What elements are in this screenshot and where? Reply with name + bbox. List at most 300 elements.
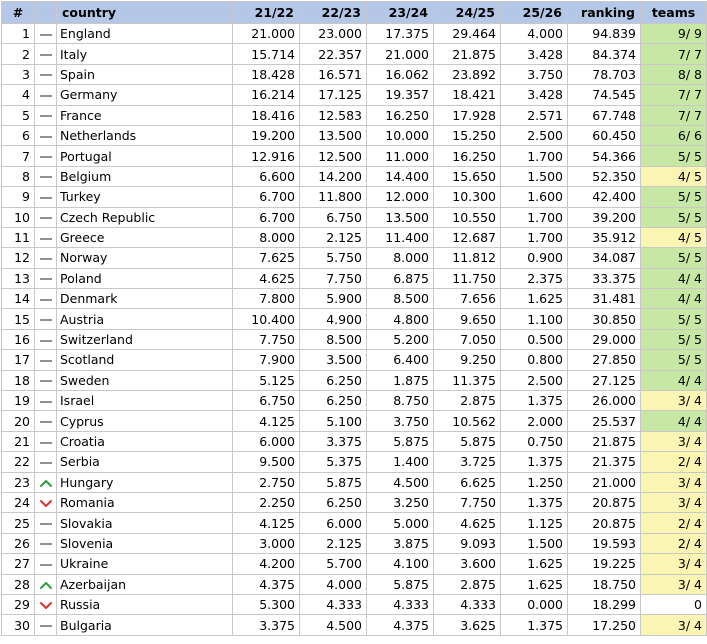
season-score-cell: 10.300: [434, 187, 501, 207]
rank-cell: 30: [2, 615, 35, 635]
trend-flat-icon: [40, 278, 52, 280]
season-score-cell: 12.500: [300, 146, 367, 166]
country-cell: Switzerland: [57, 329, 233, 349]
season-score-cell: 9.093: [434, 533, 501, 553]
country-cell: Hungary: [57, 472, 233, 492]
country-cell: Netherlands: [57, 125, 233, 145]
season-score-cell: 5.125: [233, 370, 300, 390]
season-score-cell: 7.050: [434, 329, 501, 349]
season-score-cell: 4.625: [233, 268, 300, 288]
season-score-cell: 6.000: [233, 431, 300, 451]
season-score-cell: 3.000: [233, 533, 300, 553]
ranking-cell: 29.000: [568, 329, 641, 349]
header-country[interactable]: country: [57, 2, 233, 24]
season-score-cell: 6.750: [233, 391, 300, 411]
trend-cell: [35, 391, 57, 411]
trend-flat-icon: [40, 95, 52, 97]
table-row[interactable]: [2, 289, 707, 309]
table-row[interactable]: [2, 187, 707, 207]
trend-down-icon: [39, 499, 53, 509]
table-row[interactable]: [2, 268, 707, 288]
table-row[interactable]: [2, 146, 707, 166]
teams-cell: 5/ 5: [641, 207, 707, 227]
season-score-cell: 11.375: [434, 370, 501, 390]
country-cell: Scotland: [57, 350, 233, 370]
season-score-cell: 1.400: [367, 452, 434, 472]
table-row[interactable]: [2, 472, 707, 492]
trend-flat-icon: [40, 625, 52, 627]
ranking-cell: 94.839: [568, 24, 641, 44]
season-score-cell: 6.250: [300, 492, 367, 512]
season-score-cell: 1.625: [501, 554, 568, 574]
season-score-cell: 0.750: [501, 431, 568, 451]
table-row[interactable]: [2, 309, 707, 329]
trend-cell: [35, 268, 57, 288]
season-score-cell: 1.600: [501, 187, 568, 207]
teams-cell: 5/ 5: [641, 146, 707, 166]
season-score-cell: 5.375: [300, 452, 367, 472]
teams-cell: 2/ 4: [641, 452, 707, 472]
trend-cell: [35, 207, 57, 227]
header-teams[interactable]: teams: [641, 2, 707, 24]
country-cell: Romania: [57, 492, 233, 512]
ranking-cell: 78.703: [568, 64, 641, 84]
trend-flat-icon: [40, 74, 52, 76]
season-score-cell: 14.400: [367, 166, 434, 186]
season-score-cell: 21.000: [367, 44, 434, 64]
rank-cell: 16: [2, 329, 35, 349]
teams-cell: 4/ 4: [641, 411, 707, 431]
ranking-cell: 30.850: [568, 309, 641, 329]
trend-cell: [35, 125, 57, 145]
country-cell: England: [57, 24, 233, 44]
teams-cell: 2/ 4: [641, 533, 707, 553]
header-season-21-22[interactable]: 21/22: [233, 2, 300, 24]
trend-cell: [35, 187, 57, 207]
trend-up-icon: [39, 580, 53, 590]
teams-cell: 4/ 5: [641, 227, 707, 247]
trend-cell: [35, 329, 57, 349]
trend-flat-icon: [40, 136, 52, 138]
teams-cell: 3/ 4: [641, 431, 707, 451]
table-row[interactable]: [2, 85, 707, 105]
table-row[interactable]: [2, 248, 707, 268]
ranking-cell: 74.545: [568, 85, 641, 105]
season-score-cell: 16.062: [367, 64, 434, 84]
trend-flat-icon: [40, 115, 52, 117]
table-row[interactable]: [2, 166, 707, 186]
country-cell: Italy: [57, 44, 233, 64]
season-score-cell: 1.100: [501, 309, 568, 329]
rank-cell: 29: [2, 594, 35, 614]
season-score-cell: 3.375: [233, 615, 300, 635]
rank-cell: 25: [2, 513, 35, 533]
country-cell: France: [57, 105, 233, 125]
table-row[interactable]: [2, 227, 707, 247]
season-score-cell: 1.700: [501, 146, 568, 166]
season-score-cell: 21.875: [434, 44, 501, 64]
ranking-table: [1, 1, 707, 636]
rank-cell: 18: [2, 370, 35, 390]
season-score-cell: 4.500: [367, 472, 434, 492]
season-score-cell: 4.800: [367, 309, 434, 329]
season-score-cell: 2.571: [501, 105, 568, 125]
trend-flat-icon: [40, 360, 52, 362]
teams-cell: 6/ 6: [641, 125, 707, 145]
trend-flat-icon: [40, 340, 52, 342]
teams-cell: 4/ 4: [641, 370, 707, 390]
season-score-cell: 6.000: [300, 513, 367, 533]
season-score-cell: 5.875: [367, 431, 434, 451]
season-score-cell: 12.000: [367, 187, 434, 207]
country-cell: Austria: [57, 309, 233, 329]
season-score-cell: 0.900: [501, 248, 568, 268]
trend-cell: [35, 615, 57, 635]
season-score-cell: 0.500: [501, 329, 568, 349]
season-score-cell: 18.416: [233, 105, 300, 125]
season-score-cell: 2.375: [501, 268, 568, 288]
country-cell: Israel: [57, 391, 233, 411]
season-score-cell: 5.000: [367, 513, 434, 533]
season-score-cell: 4.500: [300, 615, 367, 635]
ranking-cell: 31.481: [568, 289, 641, 309]
trend-cell: [35, 554, 57, 574]
season-score-cell: 1.500: [501, 166, 568, 186]
season-score-cell: 2.875: [434, 574, 501, 594]
teams-cell: 7/ 7: [641, 105, 707, 125]
season-score-cell: 23.000: [300, 24, 367, 44]
season-score-cell: 6.875: [367, 268, 434, 288]
season-score-cell: 4.000: [300, 574, 367, 594]
season-score-cell: 6.700: [233, 207, 300, 227]
season-score-cell: 1.700: [501, 207, 568, 227]
trend-cell: [35, 594, 57, 614]
country-cell: Turkey: [57, 187, 233, 207]
season-score-cell: 1.625: [501, 289, 568, 309]
trend-flat-icon: [40, 258, 52, 260]
season-score-cell: 22.357: [300, 44, 367, 64]
trend-flat-icon: [40, 217, 52, 219]
trend-flat-icon: [40, 319, 52, 321]
teams-cell: 5/ 5: [641, 187, 707, 207]
trend-cell: [35, 44, 57, 64]
season-score-cell: 3.500: [300, 350, 367, 370]
teams-cell: 3/ 4: [641, 391, 707, 411]
season-score-cell: 4.625: [434, 513, 501, 533]
season-score-cell: 1.700: [501, 227, 568, 247]
ranking-cell: 52.350: [568, 166, 641, 186]
season-score-cell: 13.500: [367, 207, 434, 227]
season-score-cell: 3.750: [367, 411, 434, 431]
table-row[interactable]: [2, 411, 707, 431]
season-score-cell: 6.250: [300, 391, 367, 411]
season-score-cell: 16.571: [300, 64, 367, 84]
season-score-cell: 19.200: [233, 125, 300, 145]
country-cell: Cyprus: [57, 411, 233, 431]
ranking-cell: 21.375: [568, 452, 641, 472]
table-body: [2, 24, 707, 636]
season-score-cell: 8.000: [233, 227, 300, 247]
trend-flat-icon: [40, 543, 52, 545]
season-score-cell: 15.714: [233, 44, 300, 64]
season-score-cell: 6.400: [367, 350, 434, 370]
table-row[interactable]: [2, 44, 707, 64]
rank-cell: 10: [2, 207, 35, 227]
season-score-cell: 4.333: [300, 594, 367, 614]
table-row[interactable]: [2, 492, 707, 512]
table-row[interactable]: [2, 554, 707, 574]
season-score-cell: 2.125: [300, 533, 367, 553]
table-row[interactable]: [2, 513, 707, 533]
season-score-cell: 5.875: [367, 574, 434, 594]
ranking-cell: 18.750: [568, 574, 641, 594]
season-score-cell: 3.375: [300, 431, 367, 451]
season-score-cell: 9.650: [434, 309, 501, 329]
ranking-cell: 27.850: [568, 350, 641, 370]
ranking-cell: 21.000: [568, 472, 641, 492]
trend-cell: [35, 452, 57, 472]
season-score-cell: 14.200: [300, 166, 367, 186]
ranking-cell: 67.748: [568, 105, 641, 125]
season-score-cell: 12.583: [300, 105, 367, 125]
country-cell: Czech Republic: [57, 207, 233, 227]
trend-cell: [35, 64, 57, 84]
season-score-cell: 4.100: [367, 554, 434, 574]
season-score-cell: 1.625: [501, 574, 568, 594]
trend-cell: [35, 370, 57, 390]
season-score-cell: 17.125: [300, 85, 367, 105]
ranking-cell: 17.250: [568, 615, 641, 635]
season-score-cell: 4.900: [300, 309, 367, 329]
ranking-cell: 33.375: [568, 268, 641, 288]
ranking-cell: 39.200: [568, 207, 641, 227]
season-score-cell: 5.300: [233, 594, 300, 614]
rank-cell: 14: [2, 289, 35, 309]
table-row[interactable]: [2, 350, 707, 370]
header-ranking[interactable]: ranking: [568, 2, 641, 24]
rank-cell: 17: [2, 350, 35, 370]
trend-cell: [35, 411, 57, 431]
ranking-cell: 35.912: [568, 227, 641, 247]
header-rank[interactable]: #: [2, 2, 35, 24]
ranking-cell: 20.875: [568, 513, 641, 533]
country-cell: Azerbaijan: [57, 574, 233, 594]
header-season-24-25[interactable]: 24/25: [434, 2, 501, 24]
country-cell: Slovakia: [57, 513, 233, 533]
country-cell: Russia: [57, 594, 233, 614]
season-score-cell: 1.875: [367, 370, 434, 390]
season-score-cell: 5.200: [367, 329, 434, 349]
country-cell: Bulgaria: [57, 615, 233, 635]
season-score-cell: 17.928: [434, 105, 501, 125]
trend-cell: [35, 492, 57, 512]
trend-flat-icon: [40, 238, 52, 240]
rank-cell: 5: [2, 105, 35, 125]
season-score-cell: 7.900: [233, 350, 300, 370]
trend-flat-icon: [40, 442, 52, 444]
trend-flat-icon: [40, 197, 52, 199]
rank-cell: 28: [2, 574, 35, 594]
season-score-cell: 0.000: [501, 594, 568, 614]
season-score-cell: 2.000: [501, 411, 568, 431]
rank-cell: 26: [2, 533, 35, 553]
country-cell: Portugal: [57, 146, 233, 166]
table-row[interactable]: [2, 533, 707, 553]
season-score-cell: 16.250: [367, 105, 434, 125]
table-row[interactable]: [2, 431, 707, 451]
trend-cell: [35, 166, 57, 186]
header-season-25-26[interactable]: 25/26: [501, 2, 568, 24]
season-score-cell: 19.357: [367, 85, 434, 105]
rank-cell: 1: [2, 24, 35, 44]
season-score-cell: 8.000: [367, 248, 434, 268]
trend-down-icon: [39, 601, 53, 611]
season-score-cell: 16.214: [233, 85, 300, 105]
ranking-cell: 19.593: [568, 533, 641, 553]
trend-cell: [35, 85, 57, 105]
season-score-cell: 1.375: [501, 391, 568, 411]
rank-cell: 22: [2, 452, 35, 472]
country-cell: Poland: [57, 268, 233, 288]
trend-cell: [35, 289, 57, 309]
season-score-cell: 12.687: [434, 227, 501, 247]
ranking-cell: 54.366: [568, 146, 641, 166]
teams-cell: 7/ 7: [641, 44, 707, 64]
teams-cell: 3/ 4: [641, 615, 707, 635]
season-score-cell: 4.375: [233, 574, 300, 594]
country-cell: Spain: [57, 64, 233, 84]
season-score-cell: 7.750: [233, 329, 300, 349]
season-score-cell: 4.333: [367, 594, 434, 614]
teams-cell: 0: [641, 594, 707, 614]
table-row[interactable]: [2, 615, 707, 635]
header-row: [2, 2, 707, 24]
season-score-cell: 5.900: [300, 289, 367, 309]
header-season-22-23[interactable]: 22/23: [300, 2, 367, 24]
season-score-cell: 10.550: [434, 207, 501, 227]
table-row[interactable]: [2, 574, 707, 594]
trend-up-icon: [39, 478, 53, 488]
teams-cell: 2/ 4: [641, 513, 707, 533]
table-row[interactable]: [2, 391, 707, 411]
season-score-cell: 21.000: [233, 24, 300, 44]
header-trend: [35, 2, 57, 24]
season-score-cell: 5.875: [434, 431, 501, 451]
season-score-cell: 3.750: [501, 64, 568, 84]
ranking-cell: 34.087: [568, 248, 641, 268]
rank-cell: 24: [2, 492, 35, 512]
rank-cell: 27: [2, 554, 35, 574]
table-row[interactable]: [2, 594, 707, 614]
rank-cell: 9: [2, 187, 35, 207]
trend-flat-icon: [40, 421, 52, 423]
header-season-23-24[interactable]: 23/24: [367, 2, 434, 24]
season-score-cell: 6.600: [233, 166, 300, 186]
ranking-cell: 18.299: [568, 594, 641, 614]
season-score-cell: 4.125: [233, 411, 300, 431]
rank-cell: 11: [2, 227, 35, 247]
trend-cell: [35, 513, 57, 533]
country-cell: Ukraine: [57, 554, 233, 574]
country-cell: Slovenia: [57, 533, 233, 553]
season-score-cell: 10.562: [434, 411, 501, 431]
season-score-cell: 8.500: [300, 329, 367, 349]
table-row[interactable]: [2, 329, 707, 349]
table-row[interactable]: [2, 207, 707, 227]
teams-cell: 3/ 4: [641, 574, 707, 594]
season-score-cell: 6.250: [300, 370, 367, 390]
rank-cell: 20: [2, 411, 35, 431]
season-score-cell: 6.700: [233, 187, 300, 207]
season-score-cell: 1.375: [501, 452, 568, 472]
season-score-cell: 3.625: [434, 615, 501, 635]
season-score-cell: 29.464: [434, 24, 501, 44]
table-row[interactable]: [2, 64, 707, 84]
season-score-cell: 1.125: [501, 513, 568, 533]
season-score-cell: 7.625: [233, 248, 300, 268]
rank-cell: 13: [2, 268, 35, 288]
ranking-cell: 21.875: [568, 431, 641, 451]
trend-cell: [35, 431, 57, 451]
season-score-cell: 11.400: [367, 227, 434, 247]
season-score-cell: 9.250: [434, 350, 501, 370]
season-score-cell: 8.500: [367, 289, 434, 309]
season-score-cell: 4.125: [233, 513, 300, 533]
table-row[interactable]: [2, 452, 707, 472]
table-row[interactable]: [2, 105, 707, 125]
season-score-cell: 7.750: [434, 492, 501, 512]
season-score-cell: 2.250: [233, 492, 300, 512]
trend-flat-icon: [40, 523, 52, 525]
teams-cell: 4/ 4: [641, 289, 707, 309]
country-cell: Croatia: [57, 431, 233, 451]
season-score-cell: 3.875: [367, 533, 434, 553]
rank-cell: 12: [2, 248, 35, 268]
trend-flat-icon: [40, 156, 52, 158]
season-score-cell: 9.500: [233, 452, 300, 472]
country-cell: Denmark: [57, 289, 233, 309]
season-score-cell: 18.421: [434, 85, 501, 105]
ranking-cell: 60.450: [568, 125, 641, 145]
table-row[interactable]: [2, 370, 707, 390]
teams-cell: 3/ 4: [641, 472, 707, 492]
season-score-cell: 17.375: [367, 24, 434, 44]
season-score-cell: 5.750: [300, 248, 367, 268]
season-score-cell: 23.892: [434, 64, 501, 84]
season-score-cell: 6.625: [434, 472, 501, 492]
season-score-cell: 3.600: [434, 554, 501, 574]
table-row[interactable]: [2, 125, 707, 145]
teams-cell: 5/ 5: [641, 248, 707, 268]
table-row[interactable]: [2, 24, 707, 44]
teams-cell: 9/ 9: [641, 24, 707, 44]
teams-cell: 5/ 5: [641, 329, 707, 349]
rank-cell: 2: [2, 44, 35, 64]
season-score-cell: 13.500: [300, 125, 367, 145]
rank-cell: 15: [2, 309, 35, 329]
teams-cell: 3/ 4: [641, 554, 707, 574]
teams-cell: 5/ 5: [641, 350, 707, 370]
ranking-cell: 26.000: [568, 391, 641, 411]
season-score-cell: 5.700: [300, 554, 367, 574]
ranking-cell: 42.400: [568, 187, 641, 207]
trend-cell: [35, 248, 57, 268]
country-cell: Greece: [57, 227, 233, 247]
trend-cell: [35, 533, 57, 553]
trend-flat-icon: [40, 462, 52, 464]
season-score-cell: 3.428: [501, 85, 568, 105]
trend-flat-icon: [40, 176, 52, 178]
